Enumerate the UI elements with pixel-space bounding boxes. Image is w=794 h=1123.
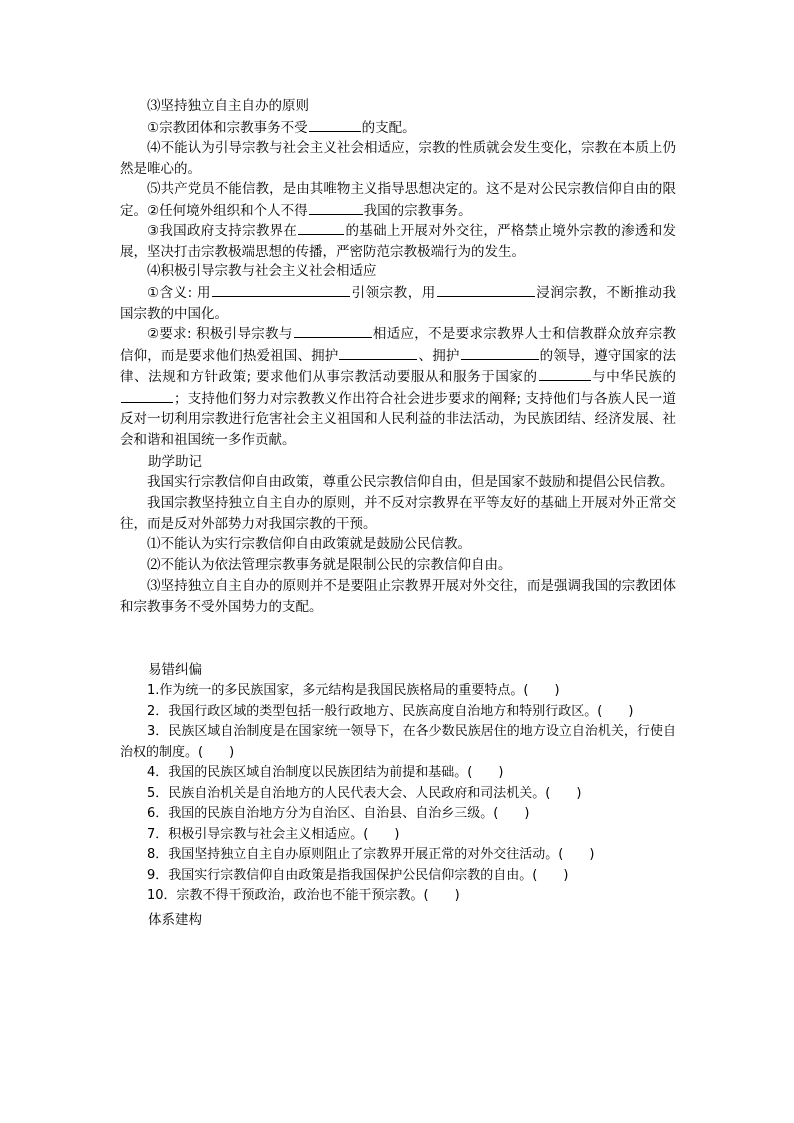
- paragraph-party-members: ⑸共产党员不能信教，是由其唯物主义指导思想决定的。这不是对公民宗教信仰自由的限定。②任何境外组织和个人不得 我国的宗教事务。: [120, 181, 676, 219]
- list-item: 1.作为统一的多民族国家，多元结构是我国民族格局的重要特点。( ): [147, 683, 560, 698]
- fill-blank[interactable]: [309, 117, 361, 132]
- list-item: 10．宗教不得干预政治，政治也不能干预宗教。( ): [147, 888, 460, 903]
- list-item: 5．民族自治机关是自治地方的人民代表大会、人民政府和司法机关。( ): [147, 785, 582, 801]
- paragraph-requirements: ②要求: 积极引导宗教与 相适应，不是要求宗教界人士和信教群众放弃宗教信仰，而是要求他们热爱祖国、拥护 、拥护 的领导，遵守国家的法律、法规和方针政策; 要求他们从事宗教活动要服从和服务于国家的 与中华民族的；支持他们努力对宗教教义作出符合社会进步要求的阐释; 支持他们与各族人民一道反对一切利用宗教进行危害社会主义祖国和人民利益的非法活动，为民族团结、经济发展、社会和谐和祖国统一多作贡献。: [120, 323, 676, 450]
- help-paragraph-3: ⑴不能认为实行宗教信仰自由政策就是鼓励公民信教。: [147, 536, 471, 552]
- help-paragraph-2: 我国宗教坚持独立自主自办的原则，并不反对宗教界在平等友好的基础上开展对外正常交往，而是反对外部势力对我国宗教的干预。: [120, 495, 676, 532]
- help-paragraph-1: 我国实行宗教信仰自由政策，尊重公民宗教信仰自由，但是国家不鼓励和提倡公民信教。: [147, 474, 674, 490]
- fill-blank[interactable]: [212, 282, 350, 297]
- list-item: 8．我国坚持独立自主自办原则阻止了宗教界开展正常的对外交往活动。( ): [147, 847, 595, 862]
- list-item: 3．民族区域自治制度是在国家统一领导下，在各少数民族居住的地方设立自治机关，行使自治权的制度。( ): [120, 724, 676, 760]
- system-heading: 体系建构: [148, 912, 202, 928]
- adapt-heading: ⑷积极引导宗教与社会主义社会相适应: [147, 263, 377, 279]
- list-item: 2．我国行政区域的类型包括一般行政地方、民族高度自治地方和特别行政区。( ): [147, 703, 634, 719]
- help-paragraph-4: ⑵不能认为依法管理宗教事务就是限制公民的宗教信仰自由。: [147, 557, 512, 573]
- fill-blank[interactable]: [437, 282, 535, 297]
- fill-blank[interactable]: [121, 388, 173, 403]
- paragraph-idealism: ⑷不能认为引导宗教与社会主义社会相适应，宗教的性质就会发生变化，宗教在本质上仍然是唯心的。: [120, 140, 676, 177]
- fill-blank[interactable]: [298, 220, 344, 235]
- list-item: 4．我国的民族区域自治制度以民族团结为前提和基础。( ): [147, 765, 504, 780]
- list-item: 7．积极引导宗教与社会主义相适应。( ): [147, 826, 400, 842]
- paragraph-religious-groups: ①宗教团体和宗教事务不受 的支配。: [120, 117, 676, 139]
- help-heading: 助学助记: [148, 454, 202, 470]
- list-item: 6．我国的民族自治地方分为自治区、自治县、自治乡三级。( ): [147, 806, 530, 821]
- principle-heading: ⑶坚持独立自主自办的原则: [147, 98, 309, 114]
- paragraph-meaning: ①含义: 用 引领宗教，用 浸润宗教，不断推动我国宗教的中国化。: [120, 282, 676, 324]
- list-item: 9．我国实行宗教信仰自由政策是指我国保护公民信仰宗教的自由。( ): [147, 867, 569, 883]
- paragraph-foreign-exchange: ③我国政府支持宗教界在 的基础上开展对外交往，严格禁止境外宗教的渗透和发展，坚决打击宗教极端思想的传播，严密防范宗教极端行为的发生。: [120, 220, 676, 262]
- fill-blank[interactable]: [294, 323, 372, 338]
- error-question-list: [120, 681, 676, 907]
- fill-blank[interactable]: [539, 366, 591, 381]
- fill-blank[interactable]: [461, 345, 539, 360]
- help-paragraph-5: ⑶坚持独立自主自办的原则并不是要阻止宗教界开展对外交往，而是强调我国的宗教团体和宗教事务不受外国势力的支配。: [120, 578, 676, 615]
- fill-blank[interactable]: [309, 200, 363, 215]
- fill-blank[interactable]: [339, 345, 417, 360]
- errors-heading: 易错纠偏: [148, 662, 202, 678]
